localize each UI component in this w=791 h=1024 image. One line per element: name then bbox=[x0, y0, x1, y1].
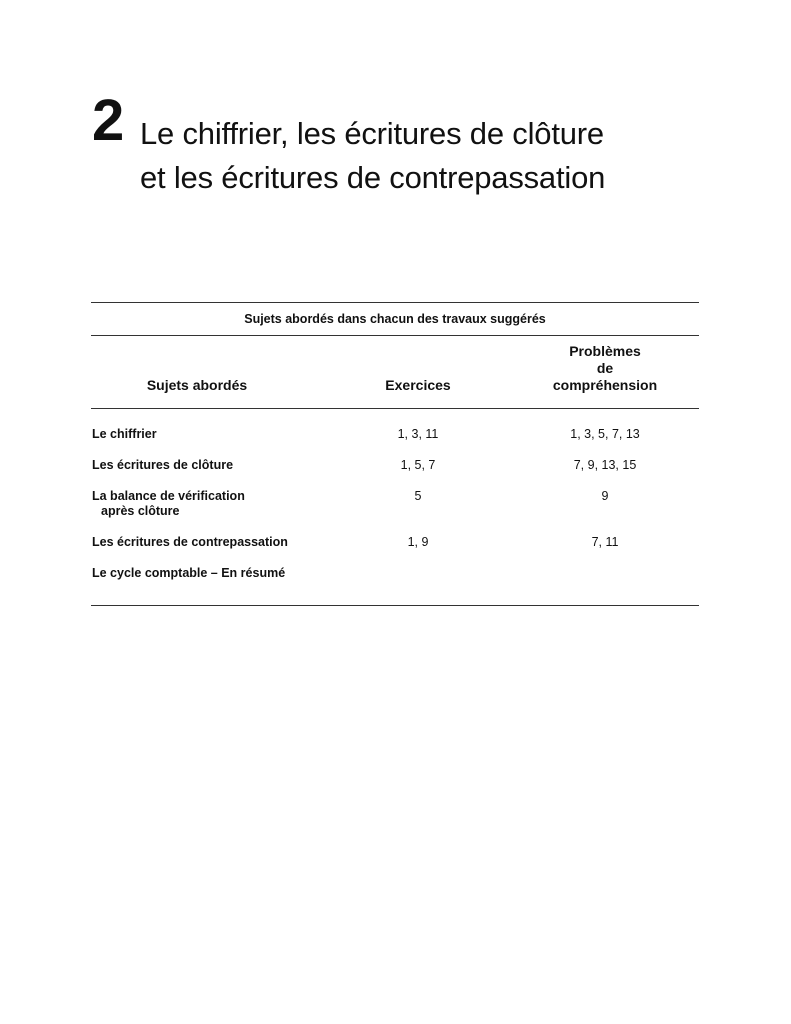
header-problems-line-1: Problèmes bbox=[569, 343, 641, 359]
table-header-row bbox=[91, 336, 699, 408]
topic-label: Les écritures de clôture bbox=[92, 458, 234, 472]
table-row bbox=[91, 531, 699, 562]
table-row bbox=[91, 423, 699, 454]
topic-label: La balance de vérification bbox=[92, 489, 245, 503]
exercises-cell: 1, 3, 11 bbox=[397, 427, 439, 441]
topic-cell bbox=[92, 427, 157, 442]
chapter-title-line-1: Le chiffrier, les écritures de clôture bbox=[140, 116, 604, 151]
chapter-title bbox=[140, 112, 605, 200]
problems-cell: 1, 3, 5, 7, 13 bbox=[570, 427, 640, 441]
header-problems-line-3: compréhension bbox=[552, 377, 658, 393]
topics-table bbox=[91, 302, 699, 606]
table-row bbox=[91, 485, 699, 531]
exercises-cell: 1, 5, 7 bbox=[400, 458, 436, 472]
table-body bbox=[91, 409, 699, 605]
exercises-cell: 5 bbox=[414, 489, 422, 503]
table-row bbox=[91, 454, 699, 485]
problems-cell: 7, 11 bbox=[591, 535, 619, 549]
topic-label: Les écritures de contrepassation bbox=[92, 535, 288, 549]
topic-label: Le cycle comptable – En résumé bbox=[92, 566, 286, 580]
topic-cell bbox=[92, 535, 288, 550]
chapter-number: 2 bbox=[92, 88, 125, 153]
table-bottom-rule bbox=[91, 605, 699, 606]
topic-cell bbox=[92, 458, 233, 473]
topic-label: Le chiffrier bbox=[92, 427, 157, 441]
chapter-title-line-2: et les écritures de contrepassation bbox=[140, 160, 606, 195]
topic-cell bbox=[92, 489, 245, 519]
problems-cell: 9 bbox=[601, 489, 609, 503]
problems-cell: 7, 9, 13, 15 bbox=[573, 458, 637, 472]
header-problems-line-2: de bbox=[596, 360, 614, 376]
topic-label-continued: après clôture bbox=[101, 504, 180, 518]
header-exercises: Exercices bbox=[385, 377, 451, 393]
header-topics: Sujets abordés bbox=[146, 377, 248, 393]
topic-cell bbox=[92, 566, 285, 581]
table-row bbox=[91, 562, 699, 593]
header-problems bbox=[525, 343, 685, 394]
table-caption: Sujets abordés dans chacun des travaux suggérés bbox=[244, 312, 546, 326]
exercises-cell: 1, 9 bbox=[407, 535, 429, 549]
